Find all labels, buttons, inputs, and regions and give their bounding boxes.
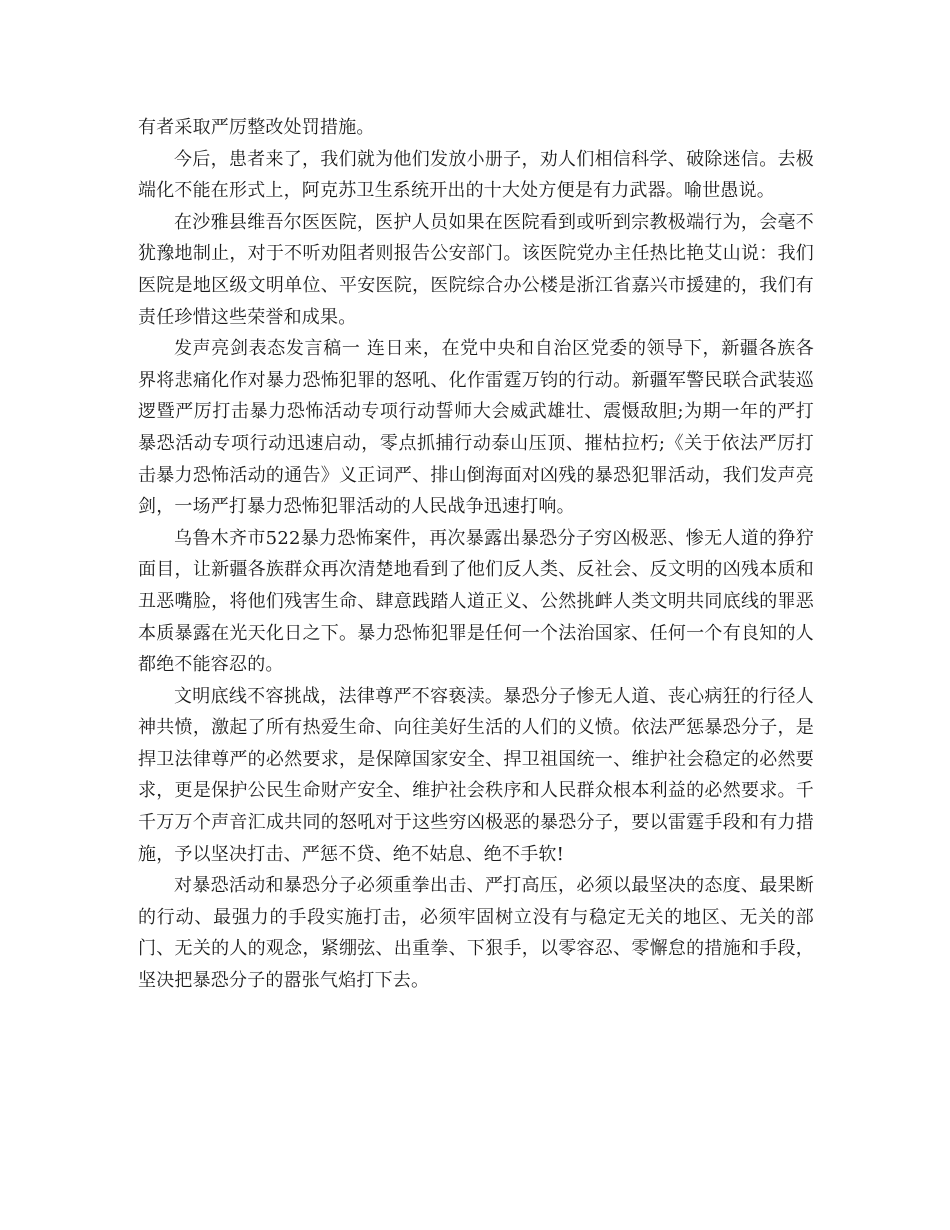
paragraph-shaya-hospital: 在沙雅县维吾尔医医院，医护人员如果在医院看到或听到宗教极端行为，会毫不犹豫地制止，对于不听劝阻者则报告公安部门。该医院党办主任热比艳艾山说：我们医院是地区级文明单位、平安医院，医院综合办公楼是浙江省嘉兴市援建的，我们有责任珍惜这些荣誉和成果。: [138, 211, 814, 328]
document-body: [138, 112, 814, 997]
paragraph-strike-hard: 对暴恐活动和暴恐分子必须重拳出击、严打高压，必须以最坚决的态度、最果断的行动、最强力的手段实施打击，必须牢固树立没有与稳定无关的地区、无关的部门、无关的人的观念，紧绷弦、出重拳、下狠手，以零容忍、零懈怠的措施和手段，坚决把暴恐分子的嚣张气焰打下去。: [138, 875, 814, 992]
paragraph-speech-intro: 发声亮剑表态发言稿一 连日来，在党中央和自治区党委的领导下，新疆各族各界将悲痛化作对暴力恐怖犯罪的怒吼、化作雷霆万钧的行动。新疆军警民联合武装巡逻暨严厉打击暴力恐怖活动专项行动誓师大会威武雄壮、震慑敌胆;为期一年的严打暴恐活动专项行动迅速启动，零点抓捕行动泰山压顶、摧枯拉朽;《关于依法严厉打击暴力恐怖活动的通告》义正词严、排山倒海面对凶残的暴恐犯罪活动，我们发声亮剑，一场严打暴力恐怖犯罪活动的人民战争迅速打响。: [138, 338, 814, 518]
paragraph-booklet: 今后，患者来了，我们就为他们发放小册子，劝人们相信科学、破除迷信。去极端化不能在形式上，阿克苏卫生系统开出的十大处方便是有力武器。喻世愚说。: [138, 148, 814, 202]
paragraph-urumqi-case: 乌鲁木齐市522暴力恐怖案件，再次暴露出暴恐分子穷凶极恶、惨无人道的狰狞面目，让新疆各族群众再次清楚地看到了他们反人类、反社会、反文明的凶残本质和丑恶嘴脸，将他们残害生命、肆意践踏人道正义、公然挑衅人类文明共同底线的罪恶本质暴露在光天化日之下。暴力恐怖犯罪是任何一个法治国家、任何一个有良知的人都绝不能容忍的。: [138, 527, 814, 676]
paragraph-law-dignity: 文明底线不容挑战，法律尊严不容亵渎。暴恐分子惨无人道、丧心病狂的行径人神共愤，激起了所有热爱生命、向往美好生活的人们的义愤。依法严惩暴恐分子，是捍卫法律尊严的必然要求，是保障国家安全、捍卫祖国统一、维护社会稳定的必然要求，更是保护公民生命财产安全、维护社会秩序和人民群众根本利益的必然要求。千千万万个声音汇成共同的怒吼对于这些穷凶极恶的暴恐分子，要以雷霆手段和有力措施，予以坚决打击、严惩不贷、绝不姑息、绝不手软!: [138, 685, 814, 865]
paragraph-continuation: 有者采取严厉整改处罚措施。: [138, 117, 375, 138]
